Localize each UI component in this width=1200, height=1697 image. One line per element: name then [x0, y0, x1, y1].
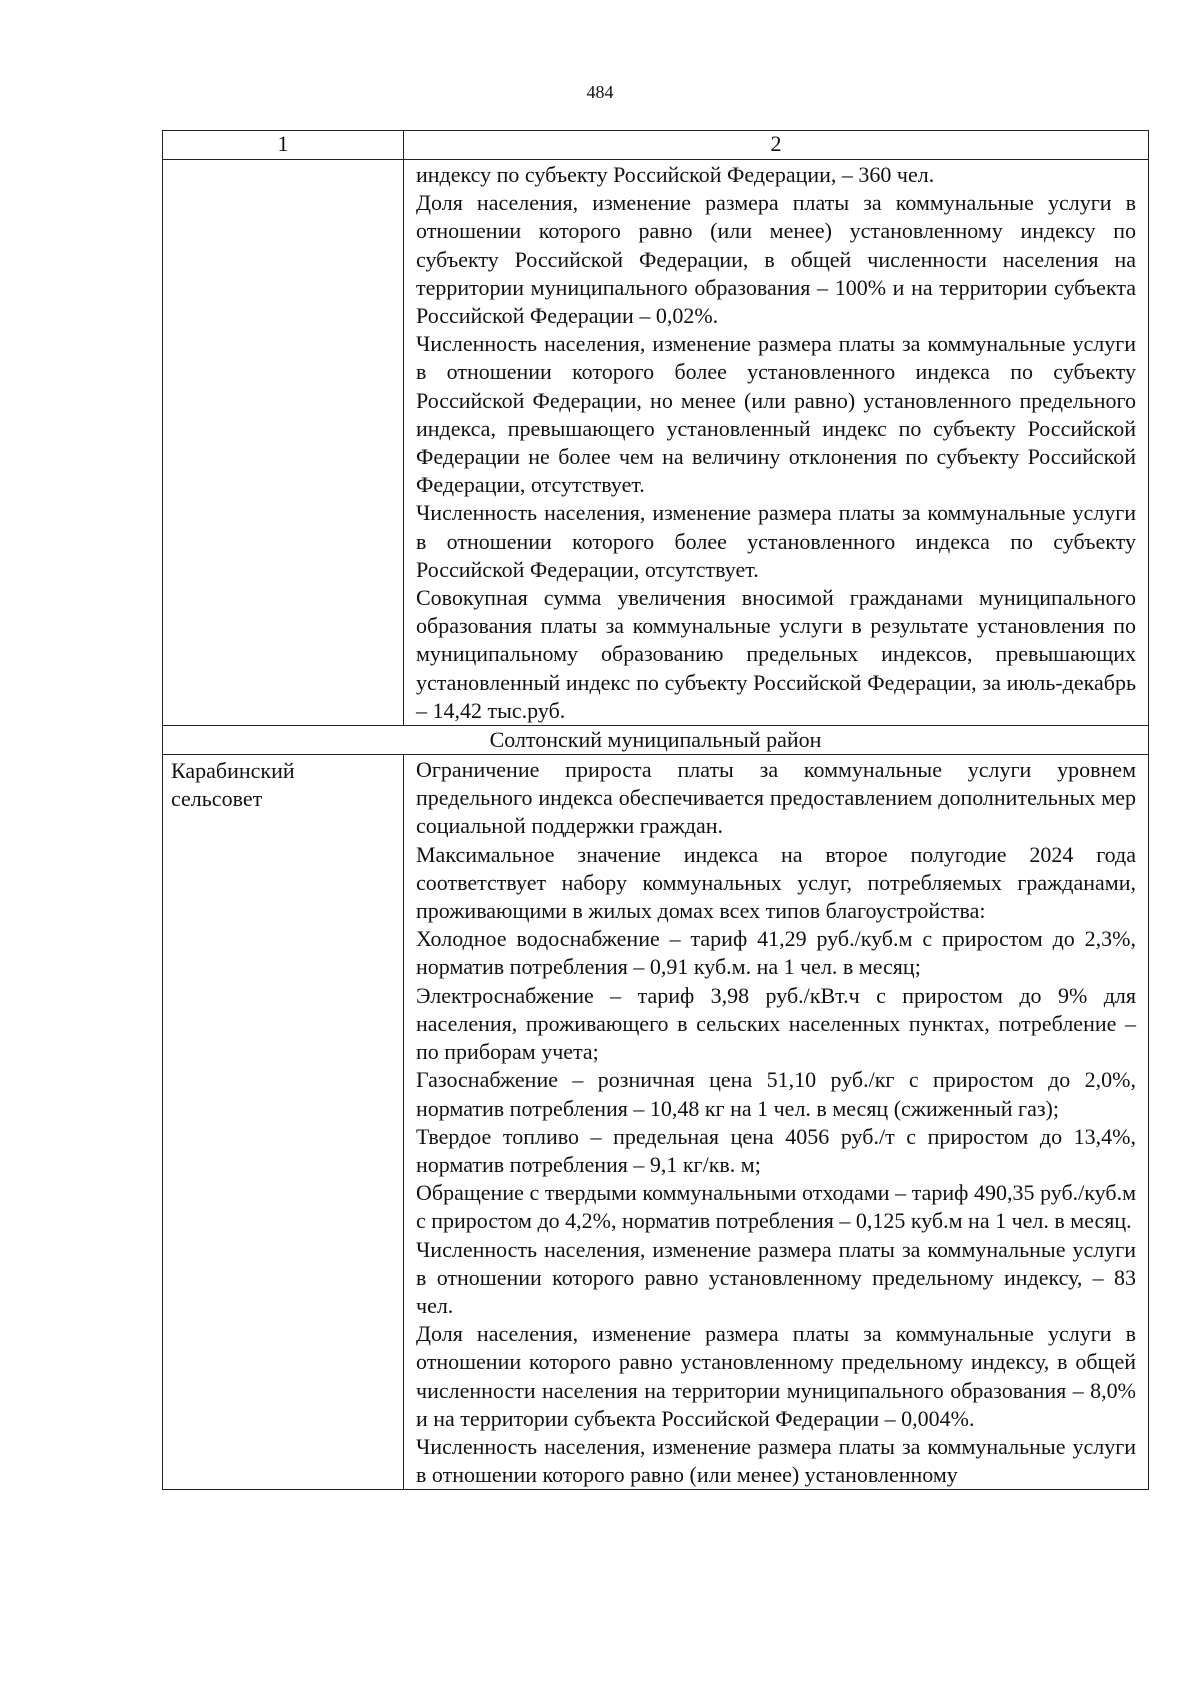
paragraph: Газоснабжение – розничная цена 51,10 руб./кг с приростом до 2,0%, норматив потребления – 10,48 кг на 1 чел. в месяц (сжиженный газ); [416, 1067, 1136, 1121]
cell-municipality-name [163, 755, 404, 1490]
table-row-karabinsky [163, 755, 1149, 1490]
paragraph: Ограничение прироста платы за коммунальные услуги уровнем предельного индекса обеспечивается предоставлением дополнительных мер социальной поддержки граждан. [416, 757, 1136, 839]
cell-indicators [404, 755, 1149, 1490]
paragraph: Численность населения, изменение размера платы за коммунальные услуги в отношении которого более установленного индекса по субъекту Российской Федерации, но менее (или равно) установленного предельного индекса, превышающего установленный индекс по субъекту Российской Федерации не более чем на величину отклонения по субъекту Российской Федерации, отсутствует. [416, 331, 1136, 498]
paragraph: Совокупная сумма увеличения вносимой гражданами муниципального образования платы за коммунальные услуги в результате установления по муниципальному образованию предельных индексов, превышающих установленный индекс по субъекту Российской Федерации, за июль-декабрь – 14,42 тыс.руб. [416, 585, 1136, 723]
cell-indicators-continuation [404, 160, 1149, 726]
table-row-continuation [163, 160, 1149, 726]
cell-municipality-empty [163, 160, 404, 726]
paragraph: Численность населения, изменение размера платы за коммунальные услуги в отношении которого равно установленному предельному индексу, – 83 чел. [416, 1236, 1136, 1318]
region-title: Солтонский муниципальный район [163, 726, 1149, 755]
municipality-name-line: Карабинский [171, 758, 295, 784]
table-header-row [163, 131, 1149, 160]
document-table [162, 130, 1149, 1490]
paragraph: индексу по субъекту Российской Федерации, – 360 чел. [416, 162, 935, 187]
paragraph: Численность населения, изменение размера платы за коммунальные услуги в отношении которого равно (или менее) установленному [416, 1433, 1136, 1488]
paragraph: Доля населения, изменение размера платы за коммунальные услуги в отношении которого равно (или менее) установленному индексу по субъекту Российской Федерации, в общей численности населения на территории муниципального образования – 100% и на территории субъекта Российской Федерации – 0,02%. [416, 190, 1136, 329]
paragraph: Численность населения, изменение размера платы за коммунальные услуги в отношении которого более установленного индекса по субъекту Российской Федерации, отсутствует. [416, 500, 1136, 582]
paragraph: Холодное водоснабжение – тариф 41,29 руб./куб.м с приростом до 2,3%, норматив потребления – 0,91 куб.м. на 1 чел. в месяц; [416, 926, 1136, 980]
column-header-1: 1 [163, 131, 404, 160]
page-number: 484 [586, 82, 614, 102]
paragraph: Доля населения, изменение размера платы за коммунальные услуги в отношении которого равно установленному предельному индексу, в общей численности населения на территории муниципального образования – 8,0% и на территории субъекта Российской Федерации – 0,004%. [416, 1321, 1136, 1431]
region-title-row [163, 726, 1149, 755]
paragraph: Твердое топливо – предельная цена 4056 руб./т с приростом до 13,4%, норматив потребления – 9,1 кг/кв. м; [416, 1123, 1136, 1177]
paragraph: Обращение с твердыми коммунальными отходами – тариф 490,35 руб./куб.м с приростом до 4,2%, норматив потребления – 0,125 куб.м на 1 чел. в месяц. [416, 1180, 1136, 1234]
paragraph: Максимальное значение индекса на второе полугодие 2024 года соответствует набору коммунальных услуг, потребляемых гражданами, проживающими в жилых домах всех типов благоустройства: [416, 841, 1136, 924]
column-header-2: 2 [404, 131, 1149, 160]
municipality-name-line: сельсовет [171, 786, 263, 812]
paragraph: Электроснабжение – тариф 3,98 руб./кВт.ч с приростом до 9% для населения, проживающего в сельских населенных пунктах, потребление – по приборам учета; [416, 982, 1136, 1065]
